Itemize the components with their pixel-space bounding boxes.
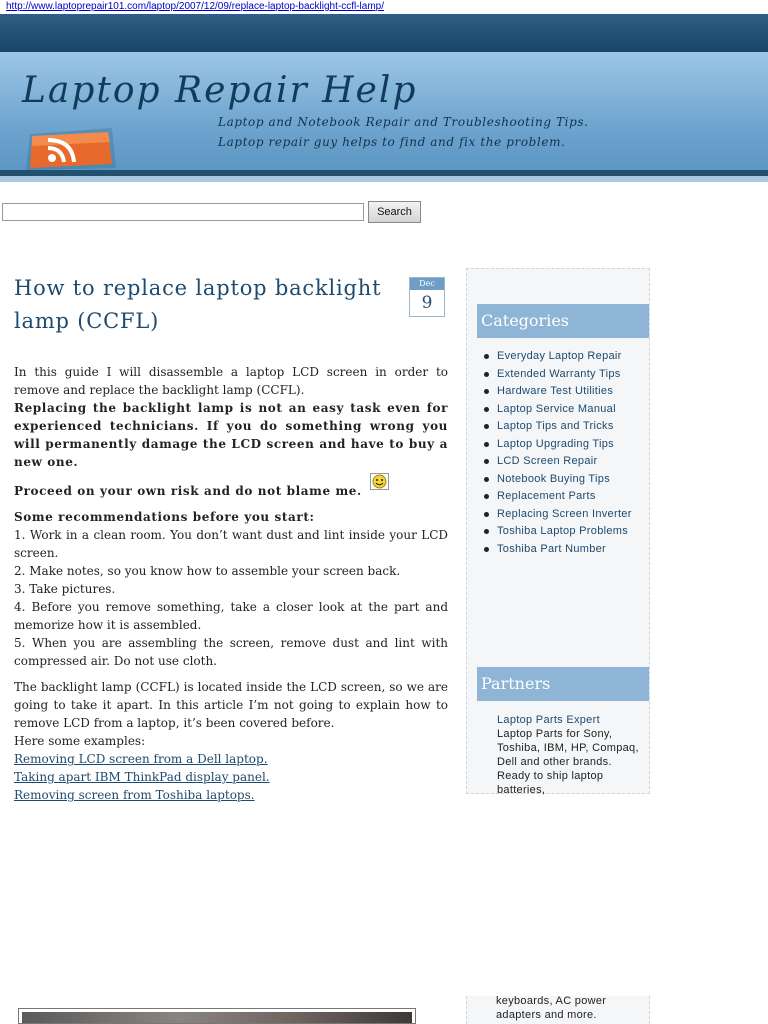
partner-description-tail: keyboards, AC power adapters and more. — [496, 995, 607, 1021]
site-title[interactable]: Laptop Repair Help — [22, 70, 418, 111]
category-item[interactable]: Replacing Screen Inverter — [481, 507, 645, 521]
category-item[interactable]: Replacement Parts — [481, 489, 645, 503]
partner-link[interactable]: Laptop Parts Expert — [497, 714, 600, 726]
post-warning: Replacing the backlight lamp is not an easy task even for experienced technicians. If you do something wrong you will permanently damage the LCD screen and have to buy a new one. — [14, 401, 448, 469]
date-day: 9 — [421, 293, 433, 313]
site-tagline — [218, 112, 589, 152]
examples-label: Here some examples: — [14, 734, 146, 748]
recommendation-item: 5. When you are assembling the screen, remove dust and lint with compressed air. Do not use cloth. — [14, 636, 448, 668]
example-link-toshiba[interactable]: Removing screen from Toshiba laptops. — [14, 788, 255, 802]
category-item[interactable]: Laptop Service Manual — [481, 402, 645, 416]
search-button[interactable]: Search — [368, 201, 421, 223]
smiley-icon — [370, 473, 389, 490]
example-link-dell[interactable]: Removing LCD screen from a Dell laptop. — [14, 752, 268, 766]
categories-list — [481, 349, 645, 559]
category-item[interactable]: Toshiba Laptop Problems — [481, 524, 645, 538]
date-badge — [409, 277, 445, 317]
recommendation-item: 1. Work in a clean room. You don’t want dust and lint inside your LCD screen. — [14, 528, 448, 560]
recommendation-item: 4. Before you remove something, take a closer look at the part and memorize how it is assembled. — [14, 600, 448, 632]
category-item[interactable]: Toshiba Part Number — [481, 542, 645, 556]
example-link-ibm[interactable]: Taking apart IBM ThinkPad display panel. — [14, 770, 270, 784]
categories-title: Categories — [477, 304, 649, 338]
partners-title: Partners — [477, 667, 649, 701]
page-url-link[interactable]: http://www.laptoprepair101.com/laptop/2007/12/09/replace-laptop-backlight-ccfl-lamp/ — [6, 1, 384, 12]
category-item[interactable]: Everyday Laptop Repair — [481, 349, 645, 363]
post-title[interactable]: How to replace laptop backlight lamp (CCFL) — [14, 276, 382, 333]
rss-feed-icon[interactable] — [24, 124, 118, 172]
url-bar — [0, 0, 768, 14]
recommendation-item: 3. Take pictures. — [14, 582, 116, 596]
post-content — [14, 363, 448, 804]
risk-text: Proceed on your own risk and do not blame me. — [14, 484, 362, 498]
partner-description: Laptop Parts for Sony, Toshiba, IBM, HP, Compaq, Dell and other brands. Ready to ship laptop batteries, — [497, 728, 639, 796]
category-item[interactable]: Extended Warranty Tips — [481, 367, 645, 381]
search-input[interactable] — [2, 203, 364, 221]
category-item[interactable]: Laptop Upgrading Tips — [481, 437, 645, 451]
post-intro: In this guide I will disassemble a laptop LCD screen in order to remove and replace the backlight lamp (CCFL). — [14, 365, 448, 397]
lcd-photo-image — [22, 1012, 412, 1023]
header-underline — [0, 176, 768, 182]
date-month: Dec — [410, 278, 444, 290]
recommendations-heading: Some recommendations before you start: — [14, 510, 315, 524]
category-item[interactable]: LCD Screen Repair — [481, 454, 645, 468]
partners-block — [497, 713, 641, 797]
category-item[interactable]: Notebook Buying Tips — [481, 472, 645, 486]
post-paragraph-2: The backlight lamp (CCFL) is located inside the LCD screen, so we are going to take it apart. In this article I’m not going to explain how to remove LCD from a laptop, it’s been covered before. — [14, 680, 448, 730]
category-item[interactable]: Hardware Test Utilities — [481, 384, 645, 398]
tagline-line-2: Laptop repair guy helps to find and fix the problem. — [218, 135, 566, 149]
sidebar — [466, 268, 650, 794]
top-navigation-strip — [0, 14, 768, 52]
tagline-line-1: Laptop and Notebook Repair and Troubleshooting Tips. — [218, 115, 589, 129]
lcd-photo — [18, 1008, 416, 1024]
recommendation-item: 2. Make notes, so you know how to assemble your screen back. — [14, 564, 401, 578]
sidebar-continued — [466, 996, 650, 1024]
category-item[interactable]: Laptop Tips and Tricks — [481, 419, 645, 433]
post-risk — [14, 479, 448, 500]
